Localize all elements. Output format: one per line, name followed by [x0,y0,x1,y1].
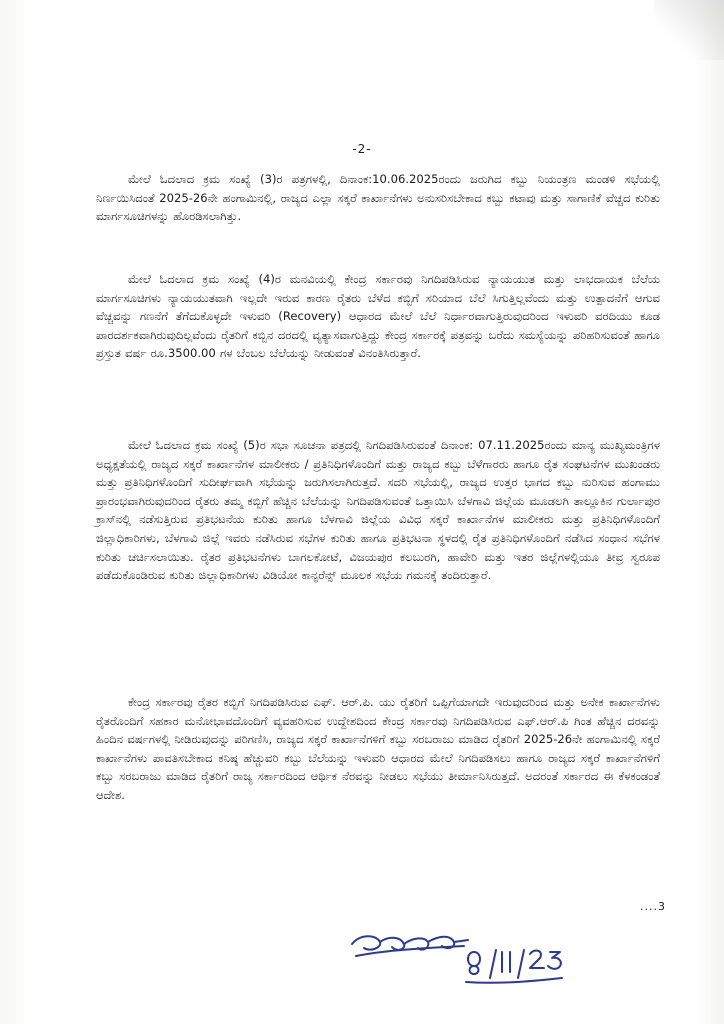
date-underline [466,978,562,983]
date-slash-1 [490,950,496,978]
date-slash-2 [518,950,524,978]
date-digit-11 [502,952,510,972]
handwritten-signature [346,922,590,992]
page-number: -2- [352,142,372,156]
date-digit-25 [530,951,561,969]
signature-stroke [352,936,468,950]
continuation-marker: ....3 [640,900,666,913]
paragraph-3: ಮೇಲೆ ಓದಲಾದ ಕ್ರಮ ಸಂಖ್ಯೆ (5)ರ ಸಭಾ ಸೂಚನಾ ಪತ್ರದಲ್ಲಿ ನಿಗದಿಪಡಿಸಿರುವಂತೆ ದಿನಾಂಕ: 07.11.2025ರಂದು ಮಾನ್ಯ ಮುಖ್ಯಮಂತ್ರಿಗಳ ಅಧ್ಯಕ್ಷತೆಯಲ್ಲಿ ರಾಜ್ಯದ ಸಕ್ಕರೆ ಕಾರ್ಖಾನೆಗಳ ಮಾಲೀಕರು / ಪ್ರತಿನಿಧಿಗಳೊಂದಿಗೆ ಮತ್ತು ರಾಜ್ಯದ ಕಬ್ಬು ಬೆಳೆಗಾರರು ಹಾಗೂ ರೈತ ಸಂಘಟನೆಗಳ ಮುಖಂಡರು ಮತ್ತು ಪ್ರತಿನಿಧಿಗಳೊಂದಿಗೆ ಸುದೀರ್ಘವಾಗಿ ಸಭೆಯನ್ನು ಜರುಗಿಸಲಾಗಿರುತ್ತದೆ. ಸದರಿ ಸಭೆಯಲ್ಲಿ, ರಾಜ್ಯದ ಉತ್ತರ ಭಾಗದ ಕಬ್ಬು ನುರಿಸುವ ಹಂಗಾಮು ಪ್ರಾರಂಭವಾಗಿರುವುದರಿಂದ ರೈತರು ತಮ್ಮ ಕಬ್ಬಿಗೆ ಹೆಚ್ಚಿನ ಬೆಲೆಯನ್ನು ನಿಗದಿಪಡಿಸುವಂತೆ ಒತ್ತಾಯಿಸಿ ಬೆಳಗಾವಿ ಜಿಲ್ಲೆಯ ಮೂಡಲಗಿ ತಾಲ್ಲೂಕಿನ ಗುರ್ಲಾಪುರ ಕ್ರಾಸ್‌ನಲ್ಲಿ ನಡೆಸುತ್ತಿರುವ ಪ್ರತಿಭಟನೆಯ ಕುರಿತು ಹಾಗೂ ಬೆಳಗಾವಿ ಜಿಲ್ಲೆಯ ವಿವಿಧ ಸಕ್ಕರೆ ಕಾರ್ಖಾನೆಗಳ ಮಾಲೀಕರು ಮತ್ತು ಪ್ರತಿನಿಧಿಗಳೊಂದಿಗೆ ಜಿಲ್ಲಾಧಿಕಾರಿಗಳು, ಬೆಳಗಾವಿ ಜಿಲ್ಲೆ ಇವರು ನಡೆಸಿರುವ ಸಭೆಗಳ ಕುರಿತು ಹಾಗೂ ಪ್ರತಿಭಟನಾ ಸ್ಥಳದಲ್ಲಿ ರೈತ ಪ್ರತಿನಿಧಿಗಳೊಂದಿಗೆ ನಡೆಸಿದ ಸಂಧಾನ ಸಭೆಗಳ ಕುರಿತು ಚರ್ಚಿಸಲಾಯಿತು. ರೈತರ ಪ್ರತಿಭಟನೆಗಳು ಬಾಗಲಕೋಟೆ, ವಿಜಯಪುರ ಕಲಬುರಗಿ, ಹಾವೇರಿ ಮತ್ತು ಇತರ ಜಿಲ್ಲೆಗಳಲ್ಲಿಯೂ ತೀವ್ರ ಸ್ವರೂಪ ಪಡೆದುಕೊಂಡಿರುವ ಕುರಿತು ಜಿಲ್ಲಾಧಿಕಾರಿಗಳು ವಿಡಿಯೋ ಕಾನ್ಫರೆನ್ಸ್ ಮೂಲಕ ಸಭೆಯ ಗಮನಕ್ಕೆ ತಂದಿರುತ್ತಾರೆ. [96,438,660,583]
signature-underline [356,946,464,956]
paragraph-4: ಕೇಂದ್ರ ಸರ್ಕಾರವು ರೈತರ ಕಬ್ಬಿಗೆ ನಿಗದಿಪಡಿಸಿರುವ ಎಫ್. ಆರ್.ಪಿ. ಯು ರೈತರಿಗೆ ಒಪ್ಪಿಗೆಯಾಗದೇ ಇರುವುದರಿಂದ ಮತ್ತು ಅನೇಕ ಕಾರ್ಖಾನೆಗಳು ರೈತರೊಂದಿಗೆ ಸಹಕಾರ ಮನೋಭಾವದೊಂದಿಗೆ ವ್ಯವಹರಿಸುವ ಉದ್ದೇಶದಿಂದ ಕೇಂದ್ರ ಸರ್ಕಾರವು ನಿಗದಿಪಡಿಸಿರುವ ಎಫ್.ಆರ್.ಪಿ ಗಿಂತ ಹೆಚ್ಚಿನ ದರವನ್ನು ಹಿಂದಿನ ವರ್ಷಗಳಲ್ಲಿ ನೀಡಿರುವುದನ್ನು ಪರಿಗಣಿಸಿ, ರಾಜ್ಯದ ಸಕ್ಕರೆ ಕಾರ್ಖಾನೆಗಳಿಗೆ ಕಬ್ಬು ಸರಬರಾಜು ಮಾಡಿದ ರೈತರಿಗೆ 2025-26ನೇ ಹಂಗಾಮಿನಲ್ಲಿ ಸಕ್ಕರೆ ಕಾರ್ಖಾನೆಗಳು ಪಾವತಿಸಬೇಕಾದ ಕನಿಷ್ಠ ಹೆಚ್ಚುವರಿ ಕಬ್ಬು ಬೆಲೆಯನ್ನು ಇಳುವರಿ ಆಧಾರದ ಮೇಲೆ ನಿಗದಿಪಡಿಸಲು ಹಾಗೂ ರಾಜ್ಯದ ಸಕ್ಕರೆ ಕಾರ್ಖಾನೆಗಳಿಗೆ ಕಬ್ಬು ಸರಬರಾಜು ಮಾಡಿದ ರೈತರಿಗೆ ರಾಜ್ಯ ಸರ್ಕಾರದಿಂದ ಆರ್ಥಿಕ ನೆರವನ್ನು ನೀಡಲು ಸಭೆಯು ತೀರ್ಮಾನಿಸಿರುತ್ತದೆ. ಅದರಂತೆ ಸರ್ಕಾರದ ಈ ಕೆಳಕಂಡಂತೆ ಆದೇಶ. [96,695,660,802]
date-digit-8 [468,952,480,974]
paragraph-1: ಮೇಲೆ ಓದಲಾದ ಕ್ರಮ ಸಂಖ್ಯೆ (3)ರ ಪತ್ರಗಳಲ್ಲಿ, ದಿನಾಂಕ:10.06.2025ರಂದು ಜರುಗಿದ ಕಬ್ಬು ನಿಯಂತ್ರಣ ಮಂಡಳಿ ಸಭೆಯಲ್ಲಿ ನಿರ್ಣಯಿಸಿದಂತೆ 2025-26ನೇ ಹಂಗಾಮಿನಲ್ಲಿ, ರಾಜ್ಯದ ಎಲ್ಲಾ ಸಕ್ಕರೆ ಕಾರ್ಖಾನೆಗಳು ಅನುಸರಿಸಬೇಕಾದ ಕಬ್ಬು ಕಟಾವು ಮತ್ತು ಸಾಗಾಣಿಕೆ ವೆಚ್ಚದ ಕುರಿತು ಮಾರ್ಗಸೂಚಿಗಳನ್ನು ಹೊರಡಿಸಲಾಗಿತ್ತು. [96,172,660,224]
paragraph-2: ಮೇಲೆ ಓದಲಾದ ಕ್ರಮ ಸಂಖ್ಯೆ (4)ರ ಮನವಿಯಲ್ಲಿ ಕೇಂದ್ರ ಸರ್ಕಾರವು ನಿಗದಿಪಡಿಸಿರುವ ನ್ಯಾಯಯುತ ಮತ್ತು ಲಾಭದಾಯಕ ಬೆಲೆಯ ಮಾರ್ಗಸೂಚಿಗಳು ನ್ಯಾಯಯುತವಾಗಿ ಇಲ್ಲದೇ ಇರುವ ಕಾರಣ ರೈತರು ಬೆಳೆದ ಕಬ್ಬಿಗೆ ಸರಿಯಾದ ಬೆಲೆ ಸಿಗುತ್ತಿಲ್ಲವೆಂದು ಮತ್ತು ಉತ್ಪಾದನೆಗೆ ಆಗುವ ವೆಚ್ಚವನ್ನು ಗಣನೆಗೆ ತೆಗೆದುಕೊಳ್ಳದೇ ಇಳುವರಿ (Recovery) ಆಧಾರದ ಮೇಲೆ ಬೆಲೆ ನಿರ್ಧಾರವಾಗುತ್ತಿರುವುದರಿಂದ ಇಳುವರಿ ವರದಿಯು ಕೂಡ ಪಾರದರ್ಶಕವಾಗಿರುವುದಿಲ್ಲವೆಂದು ರೈತರಿಗೆ ಕಬ್ಬಿನ ದರದಲ್ಲಿ ವ್ಯತ್ಯಾಸವಾಗುತ್ತಿದ್ದು ಕೇಂದ್ರ ಸರ್ಕಾರಕ್ಕೆ ಪತ್ರವನ್ನು ಬರೆದು ಸಮಸ್ಯೆಯನ್ನು ಪರಿಹರಿಸುವಂತೆ ಹಾಗೂ ಪ್ರಸ್ತುತ ವರ್ಷ ರೂ.3500.00 ಗಳ ಬೆಂಬಲ ಬೆಲೆಯನ್ನು ನೀಡುವಂತೆ ವಿನಂತಿಸಿರುತ್ತಾರೆ. [96,272,660,361]
page-edge-shadow [654,0,724,60]
